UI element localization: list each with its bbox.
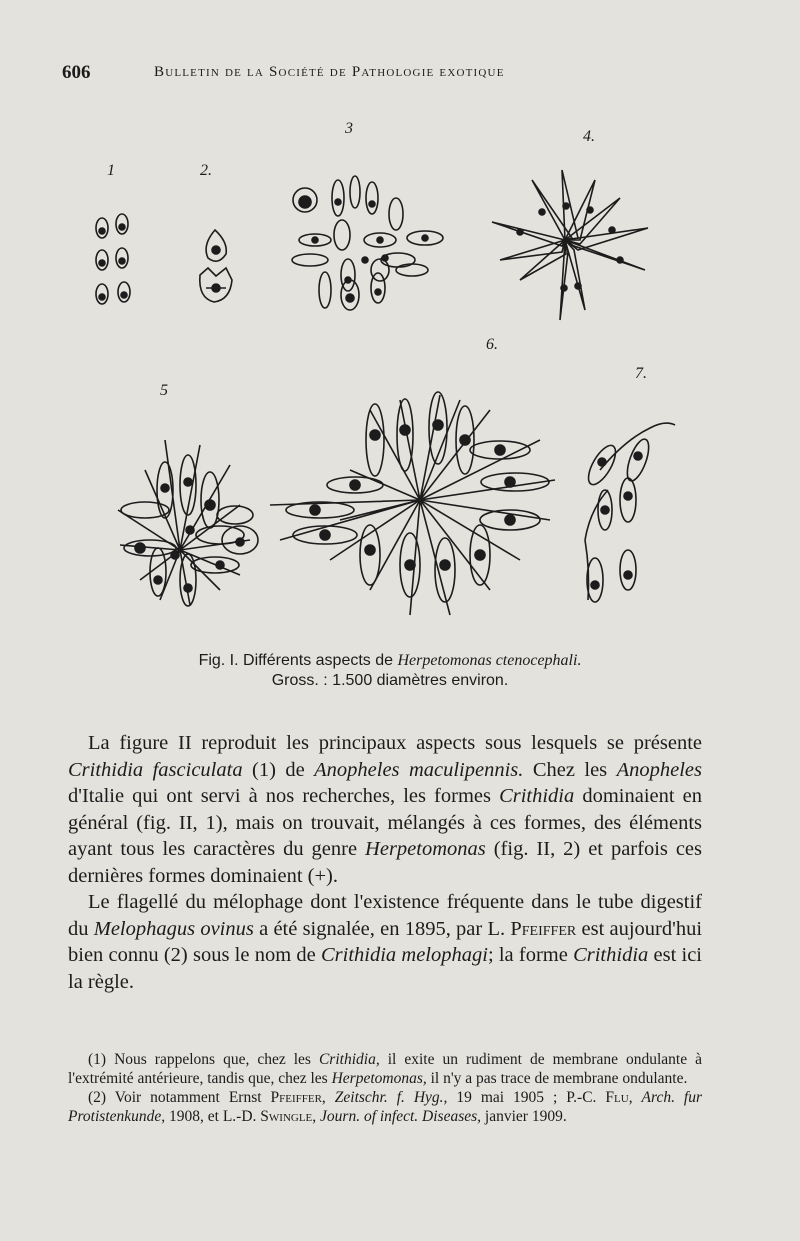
drawing-group-7 bbox=[583, 423, 675, 602]
text-span: (1) de bbox=[252, 758, 305, 781]
figure-label-6: 6. bbox=[486, 336, 498, 353]
footnotes bbox=[68, 1050, 702, 1126]
page-number: 606 bbox=[62, 62, 91, 83]
drawing-group-1 bbox=[96, 214, 130, 304]
figure-caption bbox=[80, 651, 700, 691]
text-span: Chez les bbox=[532, 758, 608, 781]
text-span: (fig. II, 2) et parfois ces dernières formes dominaient (+). bbox=[68, 838, 703, 887]
drawing-group-3 bbox=[292, 176, 443, 310]
figure-label-2: 2. bbox=[200, 162, 212, 179]
text-span: d'Italie qui ont servi à nos recherches, les formes bbox=[68, 785, 491, 807]
text-span: Pfeiffer bbox=[510, 917, 577, 940]
text-span: Journ. of infect. Diseases, bbox=[320, 1108, 482, 1125]
caption-species: Herpetomonas ctenocephali. bbox=[397, 652, 582, 669]
figure-drawing bbox=[80, 110, 700, 640]
text-span: Crithidia bbox=[573, 944, 649, 966]
text-span: Crithidia, bbox=[318, 1051, 380, 1068]
figure-label-1: 1 bbox=[107, 162, 115, 179]
drawing-group-5 bbox=[118, 440, 258, 606]
text-span: il exite un rudiment de membrane ondulante à l'extrémité antérieure, tandis que, chez les bbox=[68, 1051, 703, 1087]
text-span: (2) Voir notamment Ernst bbox=[88, 1089, 262, 1106]
text-span: Swingle, bbox=[260, 1108, 317, 1125]
text-span: est ici la règle. bbox=[68, 944, 702, 993]
text-span: Crithidia bbox=[499, 785, 575, 807]
figure-label-3: 3 bbox=[345, 120, 353, 137]
text-span: Zeitschr. f. Hyg., bbox=[334, 1089, 448, 1106]
text-span: Melophagus ovinus bbox=[93, 917, 254, 940]
text-span: ; la forme bbox=[487, 944, 568, 966]
text-span: Arch. fur Protistenkunde, bbox=[68, 1089, 703, 1125]
text-span: Flu, bbox=[605, 1089, 633, 1106]
paragraph-2 bbox=[68, 889, 702, 995]
text-span: il n'y a pas trace de membrane ondulante. bbox=[430, 1070, 688, 1087]
caption-line-2: Gross. : 1.500 diamètres environ. bbox=[271, 672, 509, 689]
text-span: dominaient en général (fig. II, 1), mais on trouvait, mélangés à ces formes, des éléments ayant tous les caractères du genre bbox=[68, 785, 703, 860]
text-span: janvier 1909. bbox=[484, 1108, 567, 1125]
text-span: Crithidia fasciculata bbox=[68, 758, 243, 781]
drawing-group-2 bbox=[200, 230, 232, 302]
text-span: Herpetomonas, bbox=[331, 1070, 427, 1087]
figure-label-5: 5 bbox=[160, 382, 168, 399]
drawing-group-6 bbox=[270, 392, 555, 615]
footnote-2 bbox=[68, 1088, 702, 1126]
text-span: Anopheles maculipennis. bbox=[314, 758, 524, 781]
text-span: Anopheles bbox=[616, 758, 703, 781]
paragraph-1 bbox=[68, 730, 702, 889]
figure-label-4: 4. bbox=[583, 128, 595, 145]
figure-herpetomonas bbox=[80, 110, 700, 640]
text-span: 19 mai 1905 ; P.-C. bbox=[456, 1089, 597, 1106]
text-span: La figure II reproduit les principaux aspects sous lesquels se présente bbox=[88, 732, 702, 754]
caption-line-1 bbox=[80, 651, 700, 671]
running-head: Bulletin de la Société de Pathologie exotique bbox=[154, 64, 505, 80]
text-span: Pfeiffer, bbox=[270, 1089, 326, 1106]
caption-prefix: Fig. I. Différents aspects de bbox=[198, 652, 394, 669]
figure-label-7: 7. bbox=[635, 365, 647, 382]
text-span: a été signalée, en 1895, par L. bbox=[259, 917, 506, 940]
footnote-1 bbox=[68, 1050, 702, 1088]
text-span: est aujourd'hui bien connu (2) sous le nom de bbox=[68, 917, 703, 966]
text-span: Crithidia melophagi bbox=[320, 944, 488, 966]
text-span: Herpetomonas bbox=[365, 838, 486, 860]
text-span: Le flagellé du mélophage dont l'existence fréquente dans le tube digestif du bbox=[68, 891, 702, 940]
page-header bbox=[62, 62, 712, 92]
body-text bbox=[68, 730, 702, 995]
text-span: (1) Nous rappelons que, chez les bbox=[88, 1051, 311, 1068]
text-span: 1908, et L.-D. bbox=[169, 1108, 257, 1125]
drawing-group-4 bbox=[492, 170, 648, 320]
